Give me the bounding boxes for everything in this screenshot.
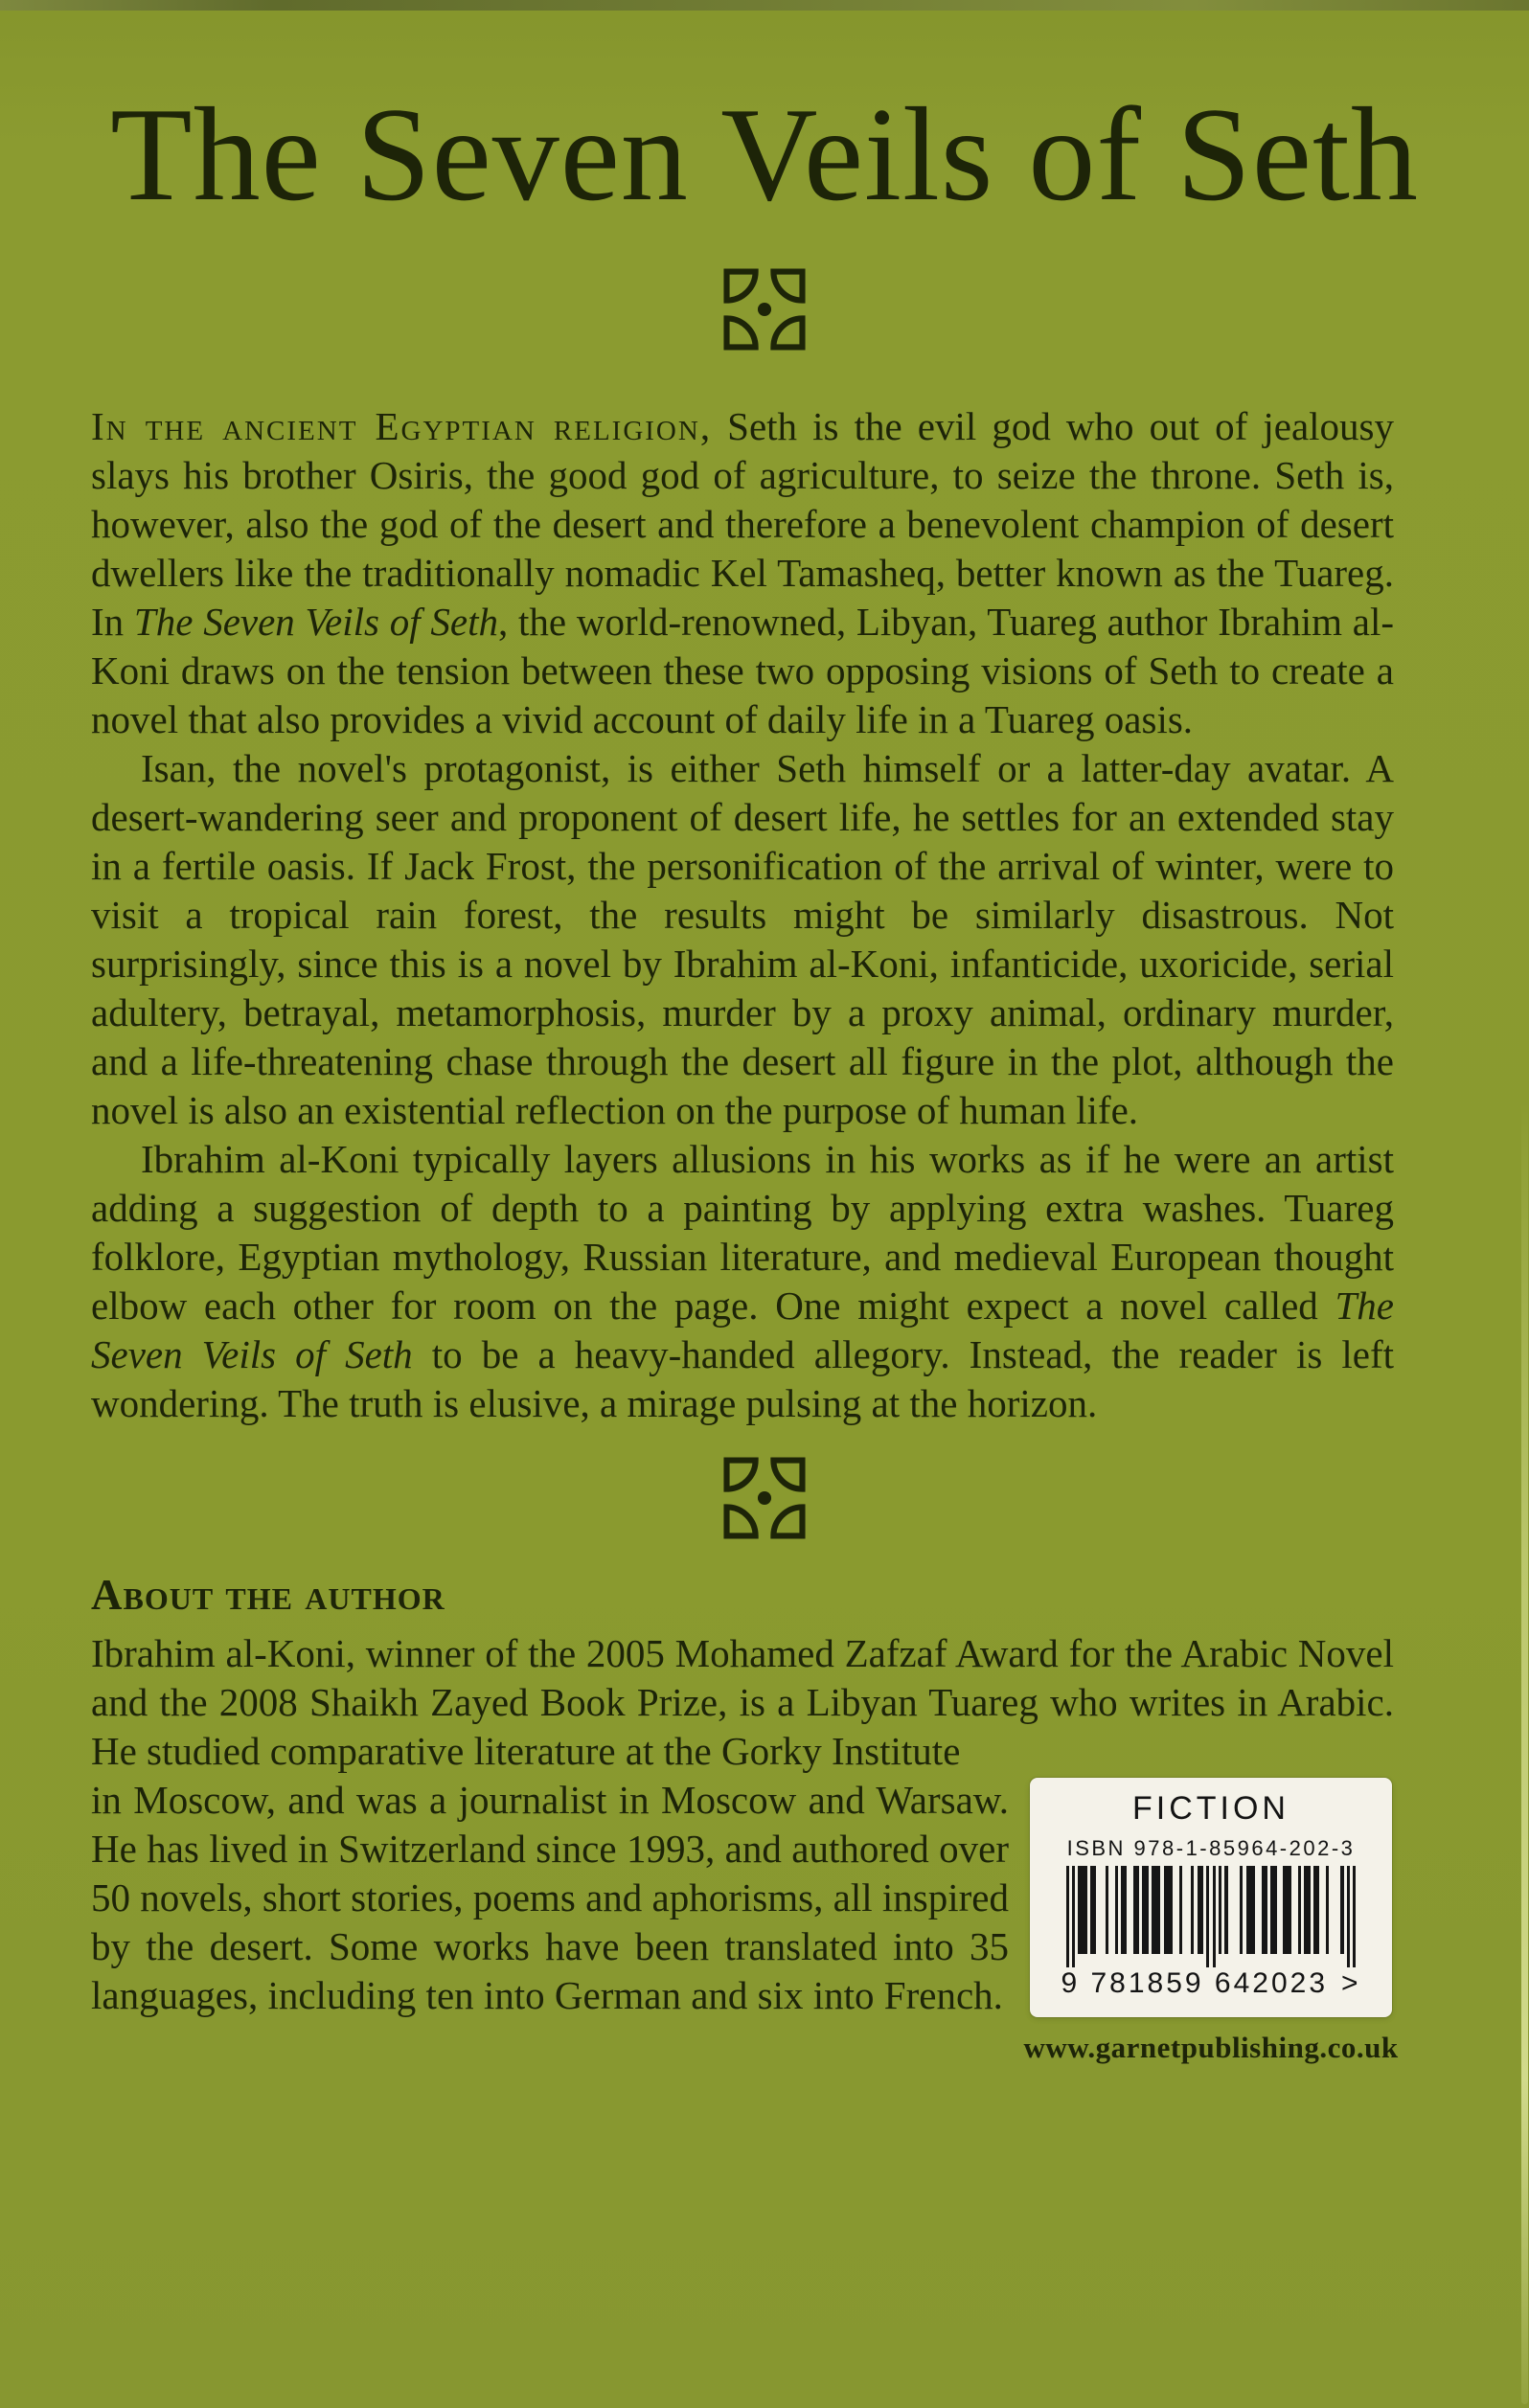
- isbn-label: ISBN 978-1-85964-202-3: [1066, 1836, 1356, 1860]
- flower-ornament-top: [0, 264, 1529, 354]
- four-petal-flower-icon: [719, 1453, 810, 1543]
- barcode-digits-text: 9 781859 642023: [1061, 1967, 1329, 1999]
- four-petal-flower-icon: [719, 264, 810, 354]
- about-author-text: Ibrahim al-Koni, winner of the 2005 Mohamed Zafzaf Award for the Arabic Novel and the 2008 Shaikh Zayed Book Prize, is a Libyan Tuareg who writes in Arabic. He studied comparative literature at the Gorky Institute: [91, 1631, 1394, 1773]
- synopsis-paragraph: In the ancient Egyptian religion, Seth is the evil god who out of jealousy slays his brother Osiris, the good god of agriculture, to seize the throne. Seth is, however, also the god of the desert and therefore a benevolent champion of desert dwellers like the traditionally nomadic Kel Tamasheq, better known as the Tuareg. In The Seven Veils of Seth, the world-renowned, Libyan, Tuareg author Ibrahim al-Koni draws on the tension between these two opposing visions of Seth to create a novel that also provides a vivid account of daily life in a Tuareg oasis.: [91, 404, 1394, 741]
- about-author-heading: About the author: [91, 1571, 445, 1619]
- synopsis-paragraph: Isan, the novel's protagonist, is either Seth himself or a latter-day avatar. A desert-wandering seer and proponent of desert life, he settles for an extended stay in a fertile oasis. If Jack Frost, the personification of the arrival of winter, were to visit a tropical rain forest, the results might be similarly disastrous. Not surprisingly, since this is a novel by Ibrahim al-Koni, infanticide, uxoricide, serial adultery, betrayal, metamorphosis, murder by a proxy animal, ordinary murder, and a life-threatening chase through the desert all figure in the plot, although the novel is also an existential reflection on the purpose of human life.: [91, 746, 1394, 1132]
- about-author-section: [91, 1570, 1399, 2065]
- flower-ornament-bottom: [0, 1453, 1529, 1543]
- book-title: The Seven Veils of Seth: [110, 80, 1419, 229]
- publisher-website: www.garnetpublishing.co.uk: [1023, 2031, 1399, 2064]
- barcode-panel: [1030, 1778, 1392, 2017]
- scan-top-edge: [0, 0, 1529, 11]
- barcode-digits: [1061, 1967, 1360, 2000]
- about-author-text-wrapped: in Moscow, and was a journalist in Moscow and Warsaw. He has lived in Switzerland since 1993, and authored over 50 novels, short stories, poems and aphorisms, all inspired by the desert. Some works have been translated into 35 languages, including ten into German and six into French.: [91, 1778, 1009, 2017]
- synopsis: [91, 402, 1394, 1428]
- synopsis-paragraph: Ibrahim al-Koni typically layers allusions in his works as if he were an artist adding a suggestion of depth to a painting by applying extra washes. Tuareg folklore, Egyptian mythology, Russian literature, and medieval European thought elbow each other for room on the page. One might expect a novel called The Seven Veils of Seth to be a heavy-handed allegory. Instead, the reader is left wondering. The truth is elusive, a mirage pulsing at the horizon.: [91, 1137, 1395, 1425]
- scan-spine-highlight: [1521, 1102, 1528, 2404]
- barcode-trailing-mark: >: [1341, 1967, 1361, 1999]
- ean-barcode: [1066, 1866, 1357, 1967]
- genre-label: FICTION: [1132, 1790, 1289, 1827]
- barcode-column: [1023, 1778, 1399, 2065]
